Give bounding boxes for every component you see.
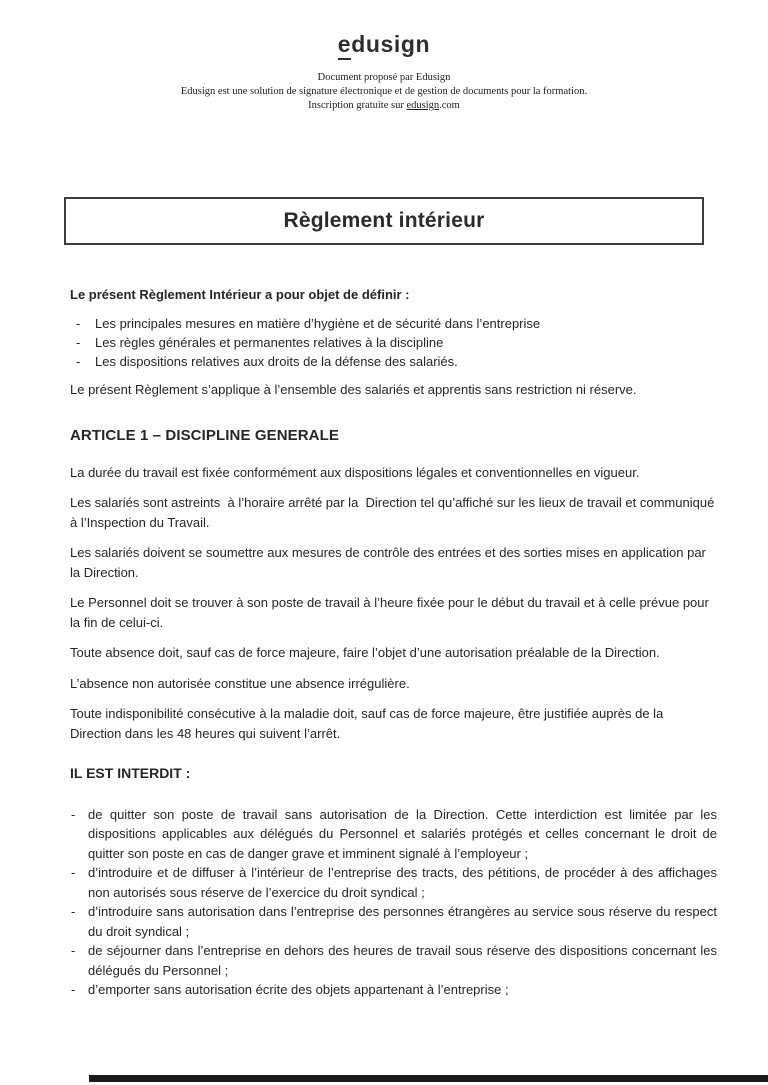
logo-rest: dusign bbox=[351, 31, 431, 57]
interdit-bullet-list bbox=[70, 805, 717, 1000]
intro-bullet-list bbox=[70, 314, 717, 371]
logo-underlined-e: e bbox=[338, 31, 351, 60]
intro-bullet: - Les règles générales et permanentes relatives à la discipline bbox=[70, 333, 717, 352]
document-body bbox=[70, 285, 717, 1000]
article-1-paragraph: Le Personnel doit se trouver à son poste de travail à l’heure fixée pour le début du travail et à celle prévue pour la fin de celui-ci. bbox=[70, 595, 713, 630]
interdit-item: - d’introduire sans autorisation dans l’entreprise des personnes étrangères au service sous réserve du respect du droit syndical ; bbox=[70, 902, 717, 941]
tagline-line-3-prefix: Inscription gratuite sur bbox=[308, 100, 407, 111]
article-1-paragraph: La durée du travail est fixée conformément aux dispositions légales et conventionnelles en vigueur. bbox=[70, 464, 640, 480]
header-tagline bbox=[0, 71, 768, 113]
intro-bullet: - Les principales mesures en matière d’hygiène et de sécurité dans l’entreprise bbox=[70, 314, 717, 333]
intro-bullet: - Les dispositions relatives aux droits de la défense des salariés. bbox=[70, 352, 717, 371]
intro-scope-paragraph: Le présent Règlement s’applique à l’ensemble des salariés et apprentis sans restriction ni réserve. bbox=[70, 381, 637, 397]
interdit-heading: IL EST INTERDIT : bbox=[70, 765, 191, 781]
article-1-paragraph: L’absence non autorisée constitue une absence irrégulière. bbox=[70, 675, 410, 691]
interdit-item: - d’emporter sans autorisation écrite des objets appartenant à l’entreprise ; bbox=[70, 980, 717, 1000]
page-title: Règlement intérieur bbox=[283, 209, 485, 232]
tagline-line-1: Document proposé par Edusign bbox=[317, 72, 451, 83]
article-1-paragraph: Les salariés sont astreints à l’horaire arrêté par la Direction tel qu’affiché sur les lieux de travail et communiqué à l’Inspection du Travail. bbox=[70, 495, 718, 530]
tagline-line-2: Edusign est une solution de signature électronique et de gestion de documents pour la formation. bbox=[180, 86, 588, 97]
interdit-item: - de quitter son poste de travail sans autorisation de la Direction. Cette interdiction est limitée par les dispositions applicables aux délégués du Personnel et salariés protégés et celles concernant le droit de quitter son poste en cas de danger grave et imminent signalé à l’employeur ; bbox=[70, 805, 717, 864]
article-1-paragraph: Toute indisponibilité consécutive à la maladie doit, sauf cas de force majeure, être justifiée auprès de la Direction dans les 48 heures qui suivent l’arrêt. bbox=[70, 706, 667, 741]
edusign-link[interactable]: edusign bbox=[406, 100, 440, 111]
tagline-line-3 bbox=[0, 99, 768, 113]
interdit-item: - d’introduire et de diffuser à l’intérieur de l’entreprise des tracts, des pétitions, de procéder à des affichages non autorisés sous réserve de l’exercice du droit syndical ; bbox=[70, 863, 717, 902]
page-bottom-bar bbox=[89, 1075, 768, 1082]
article-1-paragraph: Toute absence doit, sauf cas de force majeure, faire l’objet d’une autorisation préalable de la Direction. bbox=[70, 645, 660, 660]
article-1-paragraph: Les salariés doivent se soumettre aux mesures de contrôle des entrées et des sorties mises en application par la Direction. bbox=[70, 545, 710, 580]
article-1-heading: ARTICLE 1 – DISCIPLINE GENERALE bbox=[70, 427, 339, 444]
edusign-logo bbox=[0, 0, 768, 60]
intro-lead: Le présent Règlement Intérieur a pour objet de définir : bbox=[70, 287, 410, 302]
document-title-box bbox=[64, 197, 704, 245]
interdit-item: - de séjourner dans l’entreprise en dehors des heures de travail sous réserve des dispositions concernant les délégués du Personnel ; bbox=[70, 941, 717, 980]
tagline-line-3-suffix: .com bbox=[439, 100, 460, 111]
